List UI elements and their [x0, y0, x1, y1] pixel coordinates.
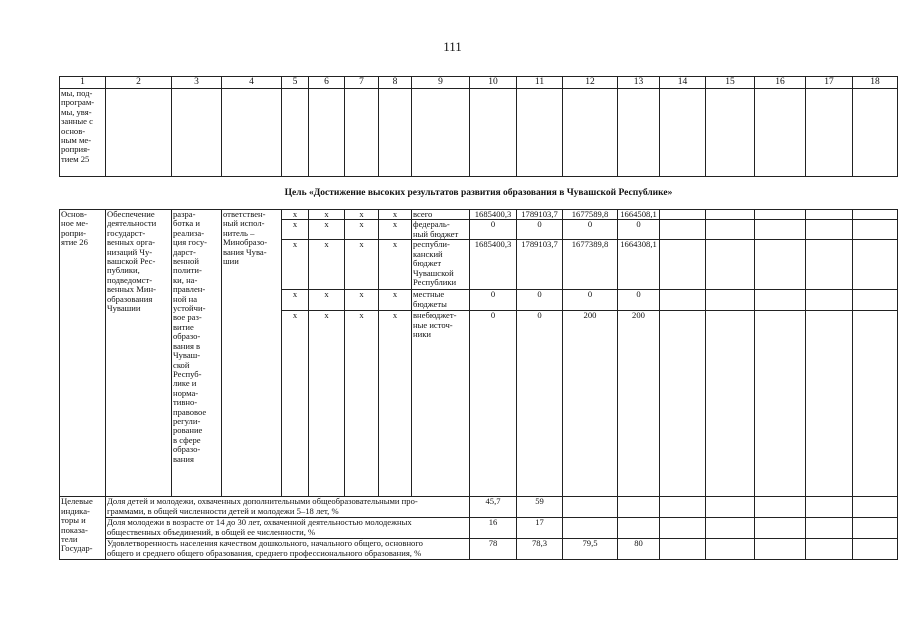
code-cell: х — [345, 290, 379, 311]
header-col: 13 — [618, 77, 660, 89]
event-task: разра- ботка и реализа- ция госу- дарст- венной полити- ки, на- правлен- ной на устойчи- вое раз- витие образо- вания в Чуваш- ской Респуб- лике и норма- тивно- правовое регули- рование в сфере образо- вания — [172, 210, 222, 497]
header-col: 16 — [755, 77, 806, 89]
code-cell: х — [309, 220, 345, 240]
value-cell: 0 — [618, 220, 660, 240]
value-cell: 0 — [618, 290, 660, 311]
header-col: 11 — [517, 77, 563, 89]
continuation-row — [60, 89, 898, 177]
funding-source: федераль- ный бюджет — [412, 220, 470, 240]
header-col: 10 — [470, 77, 517, 89]
event-executor: ответствен- ный испол- нитель – Минобразо- вания Чува- шии — [222, 210, 282, 497]
code-cell: х — [309, 311, 345, 497]
funding-source: внебюджет- ные источ- ники — [412, 311, 470, 497]
code-cell: х — [282, 311, 309, 497]
value-cell: 79,5 — [563, 539, 618, 560]
value-cell: 1664508,1 — [618, 210, 660, 220]
goal-title: Цель «Достижение высоких результатов развития образования в Чувашской Республике» — [60, 177, 898, 210]
value-cell: 16 — [470, 518, 517, 539]
event-description: Обеспечение деятельности государст- венных орга- низаций Чу- вашской Рес- публики, подведомст- венных Мин- образования Чувашии — [106, 210, 172, 497]
value-cell — [563, 518, 618, 539]
code-cell: х — [282, 210, 309, 220]
value-cell: 0 — [470, 220, 517, 240]
value-cell: 200 — [563, 311, 618, 497]
header-col: 6 — [309, 77, 345, 89]
value-cell: 1677589,8 — [563, 210, 618, 220]
event-name: Основ- ное ме- ропри- ятие 26 — [60, 210, 106, 497]
header-col: 4 — [222, 77, 282, 89]
value-cell: 1685400,3 — [470, 240, 517, 290]
code-cell: х — [282, 290, 309, 311]
value-cell: 1677389,8 — [563, 240, 618, 290]
code-cell: х — [379, 220, 412, 240]
value-cell: 0 — [563, 290, 618, 311]
header-col: 7 — [345, 77, 379, 89]
value-cell: 0 — [517, 290, 563, 311]
indicator-row — [60, 518, 898, 539]
indicators-label: Целевые индика- торы и показа- тели Государ- — [60, 497, 106, 560]
code-cell: х — [345, 240, 379, 290]
page-number: 111 — [443, 39, 462, 54]
value-cell: 1789103,7 — [517, 240, 563, 290]
code-cell: х — [379, 290, 412, 311]
continuation-label: мы, под- програм- мы, увя- занные с основ- ным ме- роприя- тием 25 — [60, 89, 106, 177]
goal-row — [60, 177, 898, 210]
funding-source: всего — [412, 210, 470, 220]
indicator-row — [60, 539, 898, 560]
funding-source: местные бюджеты — [412, 290, 470, 311]
code-cell: х — [345, 311, 379, 497]
header-col: 14 — [660, 77, 706, 89]
value-cell: 45,7 — [470, 497, 517, 518]
header-col: 3 — [172, 77, 222, 89]
value-cell — [563, 497, 618, 518]
value-cell: 1685400,3 — [470, 210, 517, 220]
code-cell: х — [345, 220, 379, 240]
code-cell: х — [309, 290, 345, 311]
code-cell: х — [379, 311, 412, 497]
value-cell: 1789103,7 — [517, 210, 563, 220]
value-cell: 59 — [517, 497, 563, 518]
value-cell: 1664308,1 — [618, 240, 660, 290]
header-col: 1 — [60, 77, 106, 89]
header-col: 17 — [806, 77, 853, 89]
code-cell: х — [282, 240, 309, 290]
value-cell: 0 — [470, 290, 517, 311]
indicator-text: Доля молодежи в возрасте от 14 до 30 лет, охваченной деятельностью молодежных общественных объединений, в общей ее численности, % — [106, 518, 470, 539]
value-cell: 0 — [517, 311, 563, 497]
indicator-text: Доля детей и молодежи, охваченных дополнительными общеобразовательными про- граммами, в общей численности детей и молодежи 5–18 лет, % — [106, 497, 470, 518]
value-cell: 0 — [563, 220, 618, 240]
value-cell: 78,3 — [517, 539, 563, 560]
value-cell — [618, 497, 660, 518]
value-cell — [618, 518, 660, 539]
indicator-text: Удовлетворенность населения качеством дошкольного, начального общего, основного общего и среднего общего образования, среднего профессионального образования, % — [106, 539, 470, 560]
table-row — [60, 210, 898, 220]
indicator-row — [60, 497, 898, 518]
code-cell: х — [309, 240, 345, 290]
code-cell: х — [282, 220, 309, 240]
header-col: 18 — [853, 77, 898, 89]
header-col: 12 — [563, 77, 618, 89]
value-cell: 17 — [517, 518, 563, 539]
program-table — [59, 76, 898, 560]
code-cell: х — [309, 210, 345, 220]
header-col: 8 — [379, 77, 412, 89]
code-cell: х — [379, 210, 412, 220]
code-cell: х — [345, 210, 379, 220]
code-cell: х — [379, 240, 412, 290]
value-cell: 200 — [618, 311, 660, 497]
header-row — [60, 77, 898, 89]
value-cell: 78 — [470, 539, 517, 560]
header-col: 5 — [282, 77, 309, 89]
funding-source: республи- канский бюджет Чувашской Республики — [412, 240, 470, 290]
header-col: 9 — [412, 77, 470, 89]
header-col: 2 — [106, 77, 172, 89]
value-cell: 80 — [618, 539, 660, 560]
header-col: 15 — [706, 77, 755, 89]
value-cell: 0 — [470, 311, 517, 497]
value-cell: 0 — [517, 220, 563, 240]
